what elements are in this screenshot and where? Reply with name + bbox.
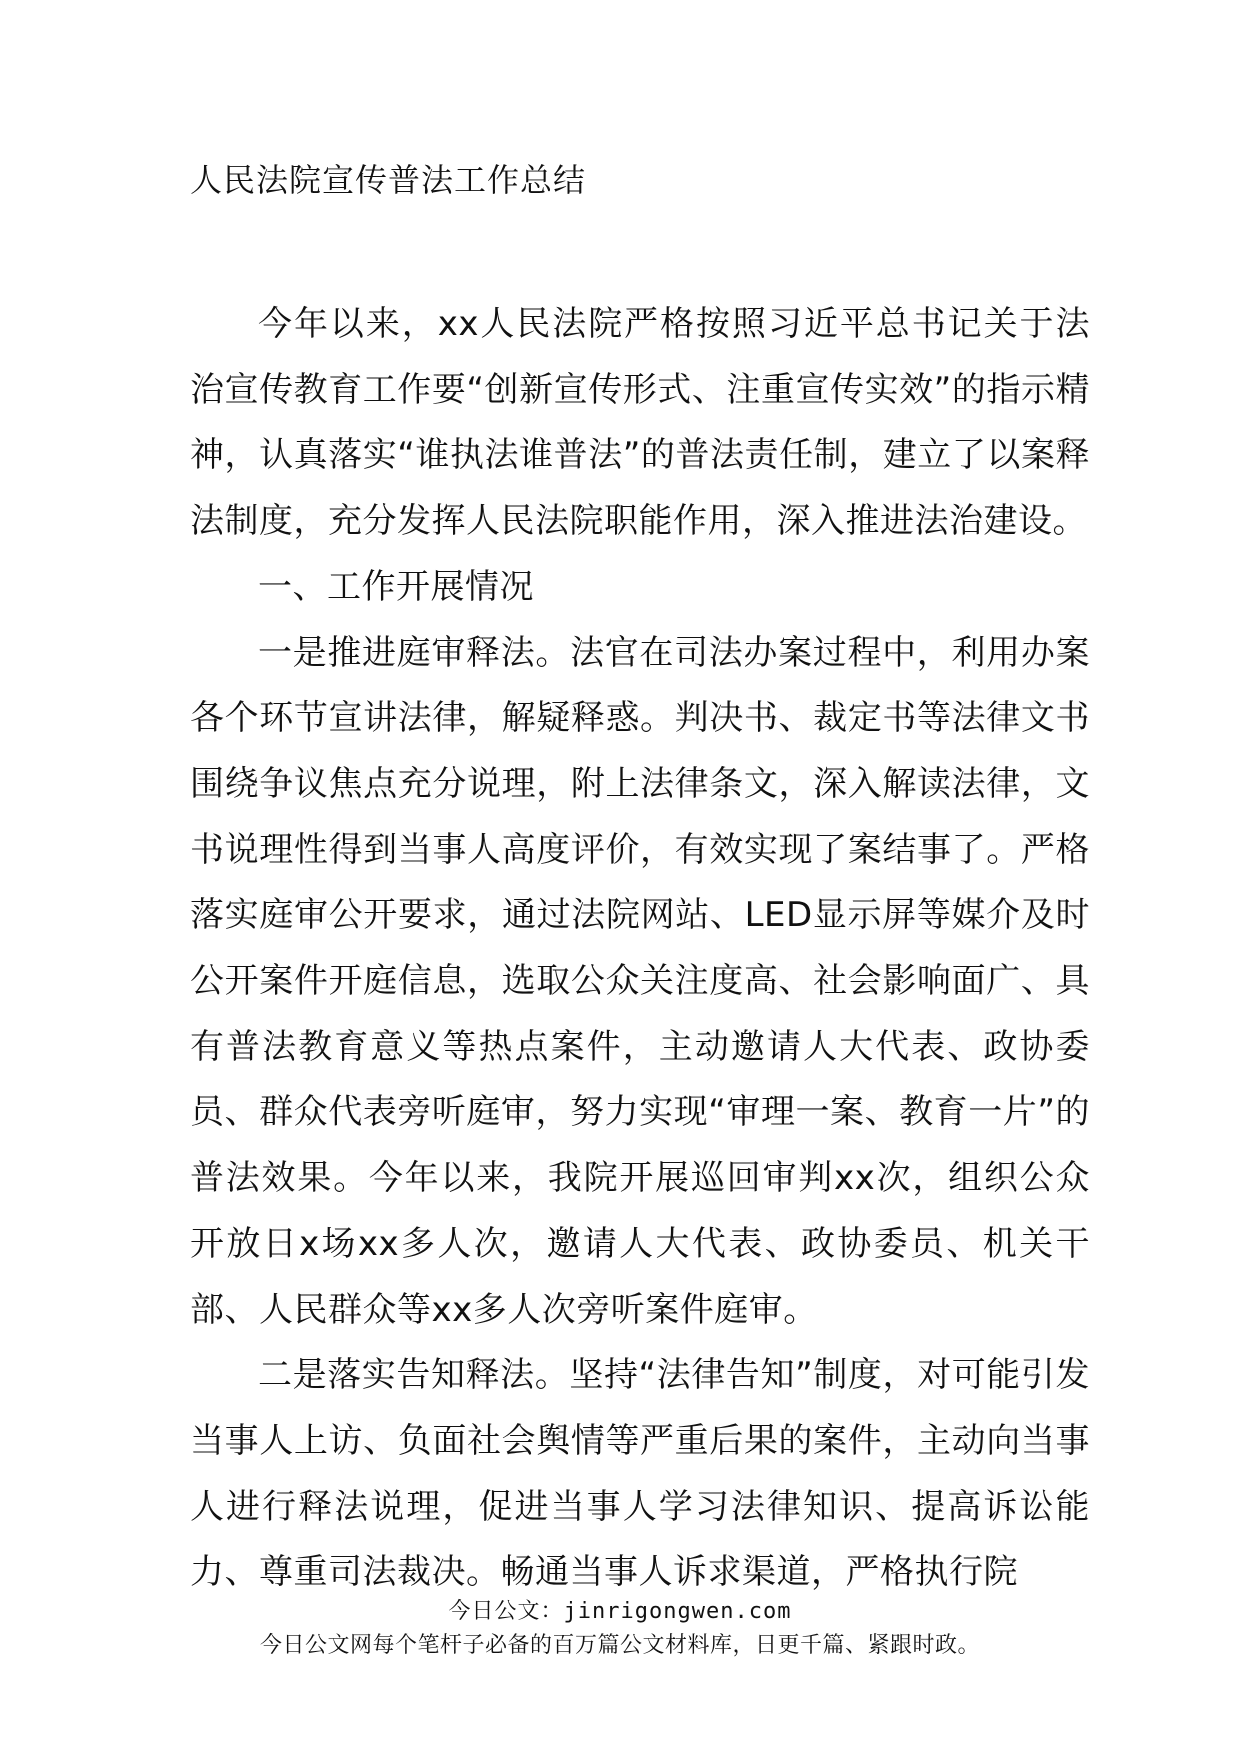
document-body [190,292,1090,1606]
footer-site-link[interactable]: jinrigongwen.com [563,1599,792,1624]
intro-paragraph: 今年以来，xx人民法院严格按照习近平总书记关于法治宣传教育工作要“创新宣传形式、注重宣传实效”的指示精神，认真落实“谁执法谁普法”的普法责任制，建立了以案释法制度，充分发挥人民法院职能作用，深入推进法治建设。 [190,304,1090,542]
section-heading: 一、工作开展情况 [258,566,534,607]
footer-source [0,1597,1240,1627]
footer-slogan: 今日公文网每个笔杆子必备的百万篇公文材料库，日更千篇、紧跟时政。 [259,1633,980,1658]
paragraph-notification: 二是落实告知释法。坚持“法律告知”制度，对可能引发当事人上访、负面社会舆情等严重后果的案件，主动向当事人进行释法说理，促进当事人学习法律知识、提高诉讼能力、尊重司法裁决。畅通当事人诉求渠道，严格执行院 [190,1355,1090,1593]
paragraph-court-trial: 一是推进庭审释法。法官在司法办案过程中，利用办案各个环节宣讲法律，解疑释惑。判决书、裁定书等法律文书围绕争议焦点充分说理，附上法律条文，深入解读法律，文书说理性得到当事人高度评价，有效实现了案结事了。严格落实庭审公开要求，通过法院网站、LED显示屏等媒介及时公开案件开庭信息，选取公众关注度高、社会影响面广、具有普法教育意义等热点案件，主动邀请人大代表、政协委员、群众代表旁听庭审，努力实现“审理一案、教育一片”的普法效果。今年以来，我院开展巡回审判xx次，组织公众开放日x场xx多人次，邀请人大代表、政协委员、机关干部、人民群众等xx多人次旁听案件庭审。 [190,632,1090,1330]
footer-label: 今日公文： [448,1599,564,1624]
document-title: 人民法院宣传普法工作总结 [190,161,587,199]
